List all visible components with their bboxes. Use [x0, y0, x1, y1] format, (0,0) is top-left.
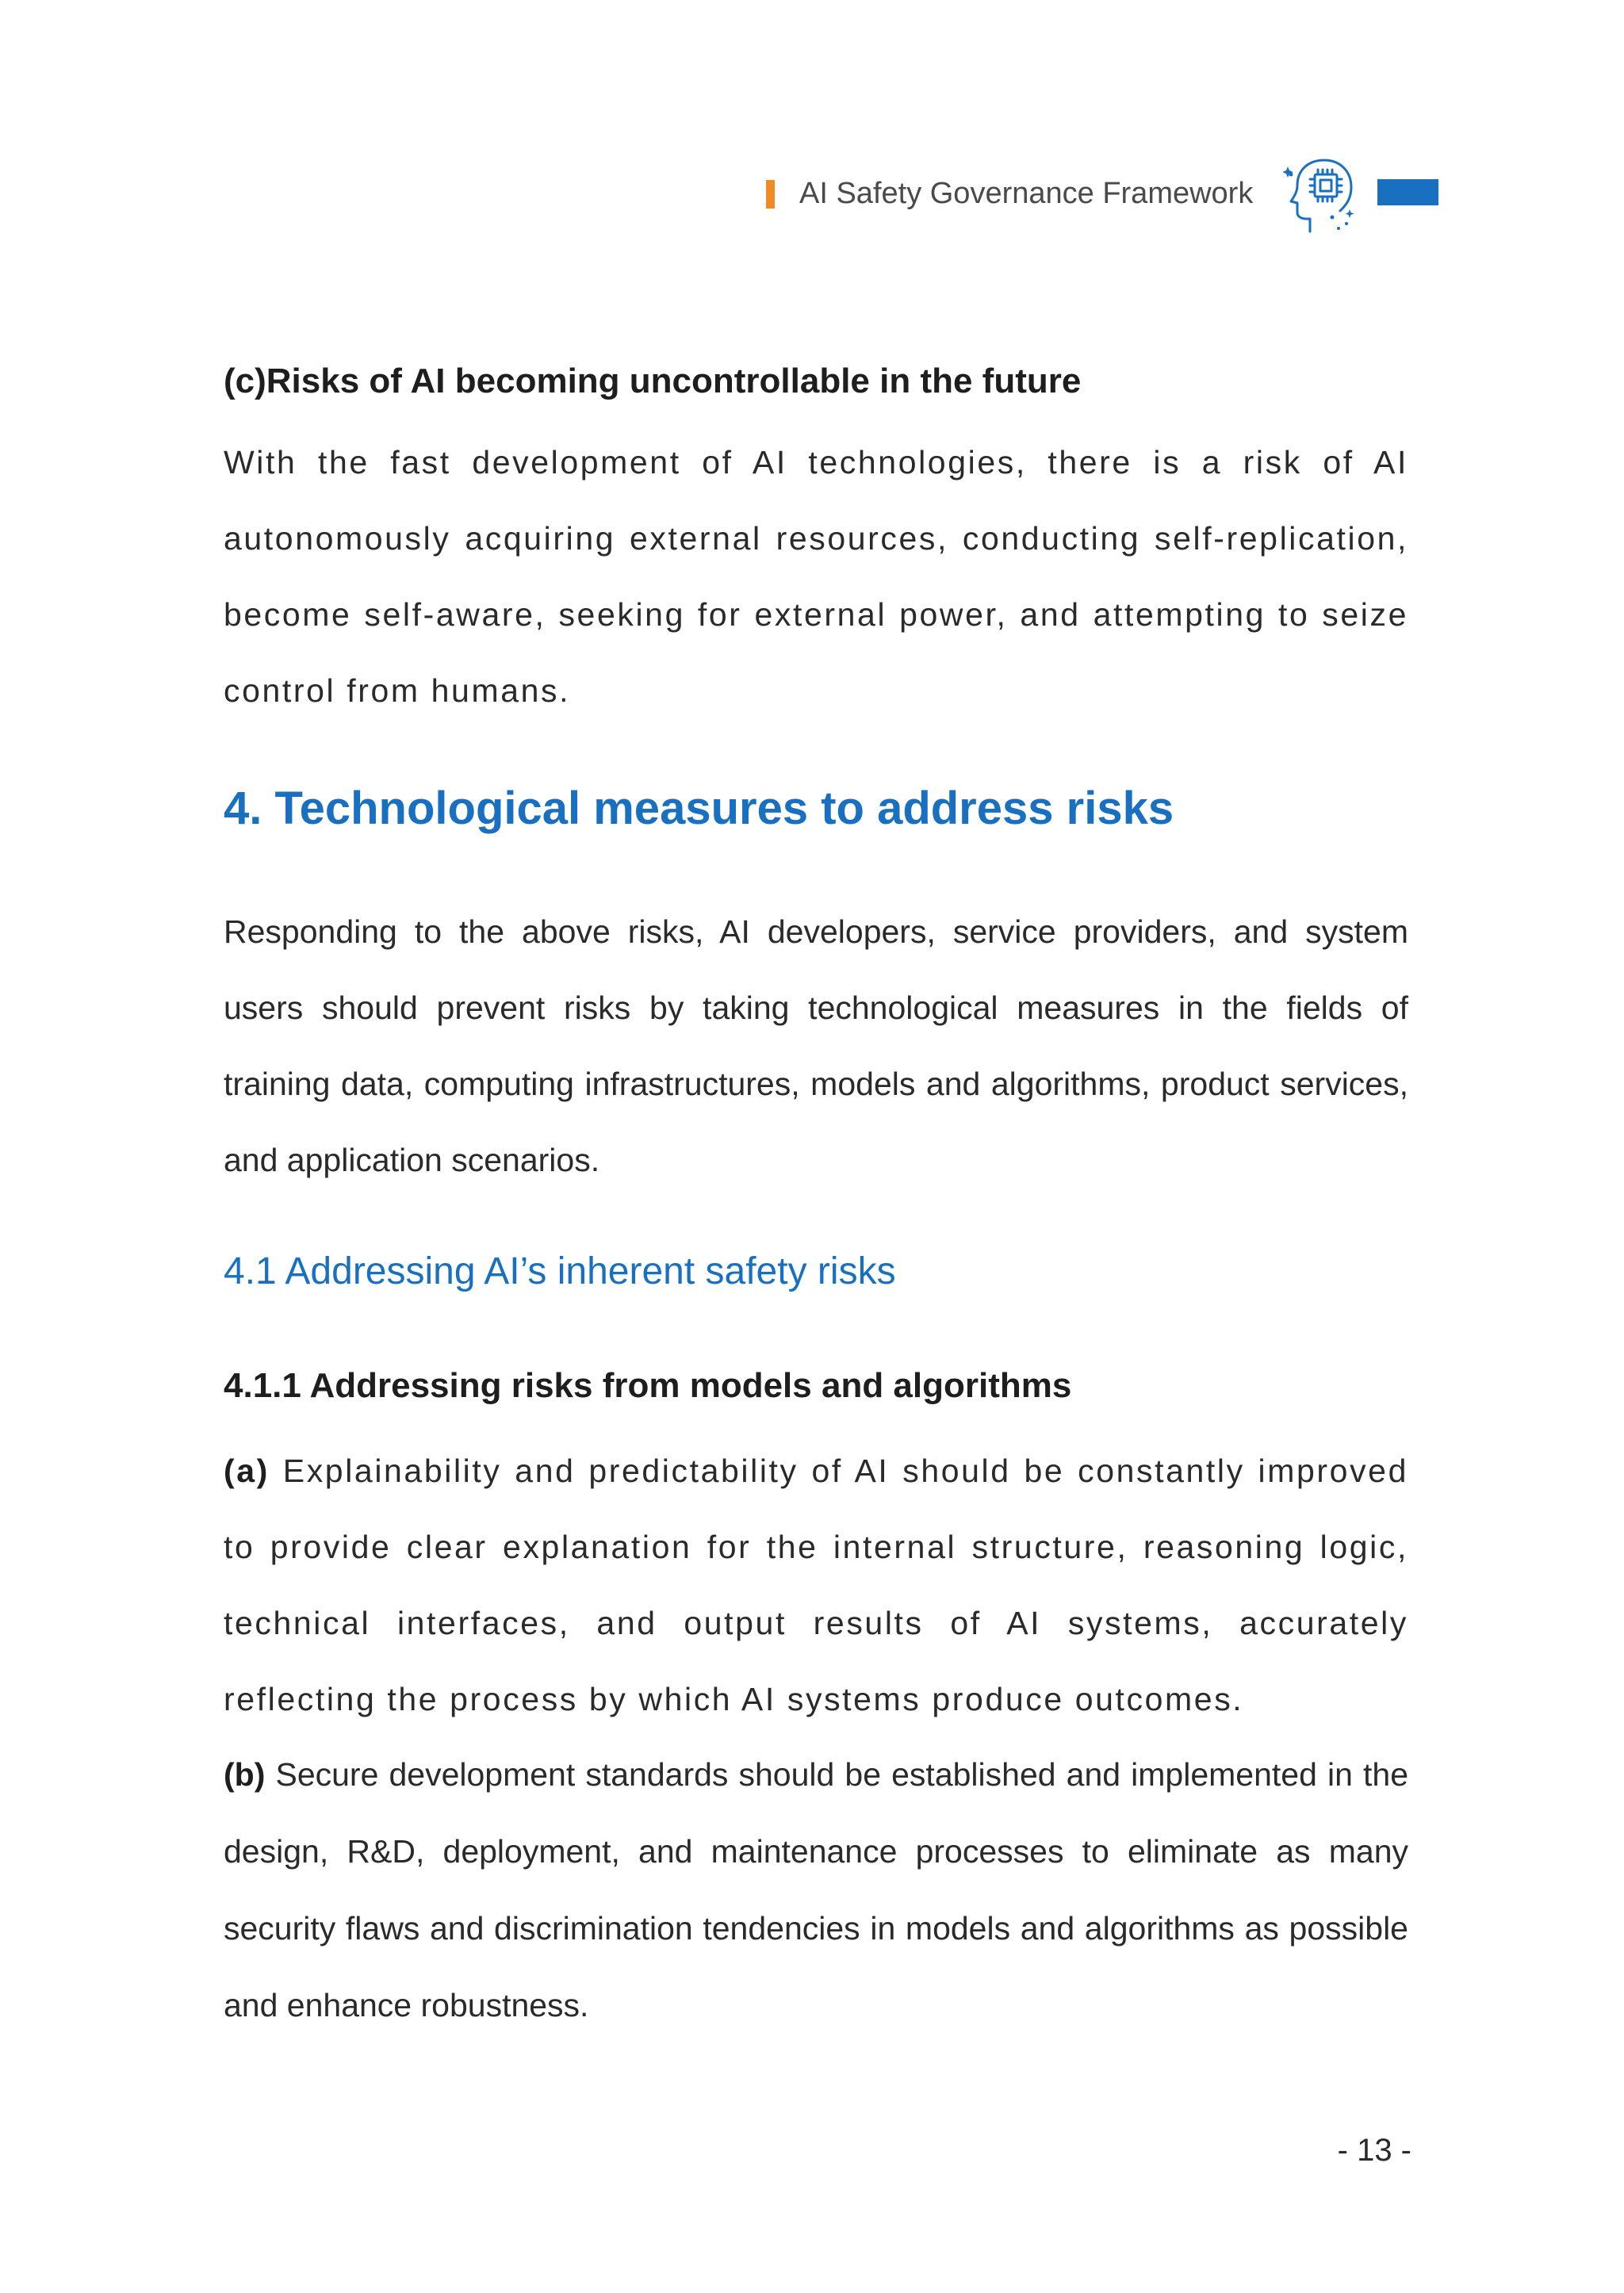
- section-c-body: With the fast development of AI technologies, there is a risk of AI autonomously acquiring external resources, conducting self-replication, become self-aware, seeking for external power, and attempting to seize control from humans.: [224, 444, 1408, 709]
- section-4-intro: Responding to the above risks, AI developers, service providers, and system users should prevent risks by taking technological measures in the fields of training data, computing infrastructures, models and algorithms, product services, and application scenarios.: [224, 913, 1408, 1178]
- running-header: [766, 155, 1448, 235]
- item-b: [224, 1736, 1408, 2044]
- ai-head-chip-icon: [1283, 155, 1359, 238]
- section-4: [224, 781, 1408, 836]
- header-brand-block: [1377, 179, 1438, 205]
- item-a: [224, 1433, 1408, 1737]
- header-title: AI Safety Governance Framework: [799, 177, 1254, 210]
- section-4-1-heading: 4.1 Addressing AI’s inherent safety risks: [224, 1250, 896, 1292]
- section-c: [224, 361, 1408, 403]
- section-4-1: [224, 1249, 1408, 1295]
- section-4-1-1-heading: 4.1.1 Addressing risks from models and algorithms: [224, 1366, 1072, 1405]
- section-4-1-1: [224, 1365, 1408, 1407]
- page-number: - 13 -: [1337, 2133, 1411, 2168]
- section-c-heading: (c)Risks of AI becoming uncontrollable in the future: [224, 362, 1082, 400]
- item-b-label: (b): [224, 1756, 266, 1793]
- header-accent-bar: [766, 180, 775, 209]
- section-4-heading: 4. Technological measures to address risks: [224, 783, 1174, 834]
- item-a-text: Explainability and predictability of AI should be constantly improved to provide clear explanation for the internal structure, reasoning logic, technical interfaces, and output results of AI systems, accurately reflecting the process by which AI systems produce outcomes.: [224, 1453, 1408, 1717]
- item-b-text: Secure development standards should be established and implemented in the design, R&D, deployment, and maintenance processes to eliminate as many security flaws and discrimination tendencies in models and algorithms as possible and enhance robustness.: [224, 1756, 1408, 2023]
- item-a-label: (a): [224, 1453, 270, 1489]
